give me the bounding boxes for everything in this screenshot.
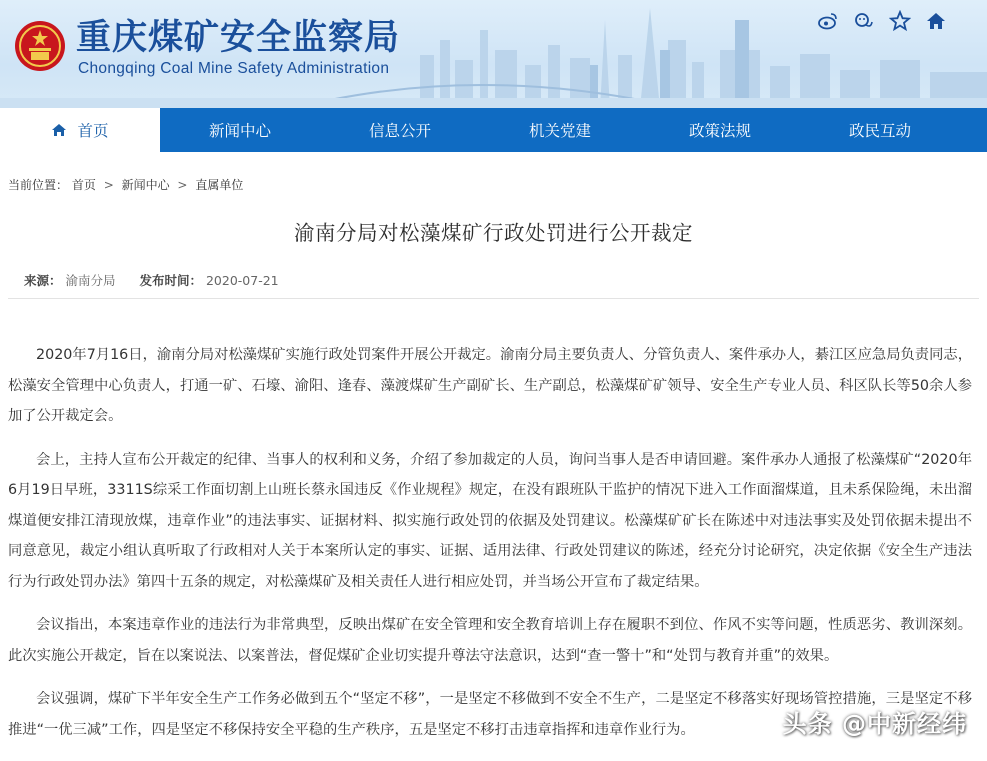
article-paragraph: 2020年7月16日，渝南分局对松藻煤矿实施行政处罚案件开展公开裁定。渝南分局主要负责人、分管负责人、案件承办人，綦江区应急局负责同志，松藻安全管理中心负责人，打通一矿、石壕、渝阳、逢春、藻渡煤矿生产副矿长、生产副总，松藻煤矿矿领导、安全生产专业人员、科区队长等50余人参加了公开裁定会。 [8, 347, 972, 424]
article-paragraph: 会议指出，本案违章作业的违法行为非常典型，反映出煤矿在安全管理和安全教育培训上存在履职不到位、作风不实等问题，性质恶劣、教训深刻。此次实施公开裁定，旨在以案说法、以案普法，督促煤矿企业切实提升尊法守法意识，达到“查一警十”和“处罚与教育并重”的效果。 [8, 617, 972, 664]
nav-item-info[interactable]: 信息公开 [368, 122, 431, 140]
nav-item-news[interactable]: 新闻中心 [208, 122, 271, 140]
breadcrumb-separator: > [177, 178, 188, 192]
site-title: 重庆煤矿安全监察局 [76, 18, 401, 58]
divider [8, 298, 979, 299]
date-label: 发布时间： [139, 273, 202, 288]
national-emblem-icon [14, 20, 66, 72]
star-icon[interactable] [889, 10, 911, 32]
watermark: 头条 @中新经纬 [782, 710, 967, 738]
wechat-icon[interactable] [853, 10, 875, 32]
source-value: 渝南分局 [65, 273, 116, 288]
breadcrumb-prefix: 当前位置： [8, 178, 69, 192]
article-paragraph: 会上，主持人宣布公开裁定的纪律、当事人的权利和义务，介绍了参加裁定的人员，询问当事人是否申请回避。案件承办人通报了松藻煤矿“2020年6月19日早班，3311S综采工作面切割上山班长蔡永国违反《作业规程》规定，在没有跟班队干监护的情况下进入工作面溜煤道，且未系保险绳，未出溜煤道便安排江清现放煤，违章作业”的违法事实、证据材料、拟实施行政处罚的依据及处罚建议。松藻煤矿矿长在陈述中对违法事实及处罚依据未提出不同意意见，裁定小组认真听取了行政相对人关于本案所认定的事实、证据、适用法律、行政处罚建议的陈述，经充分讨论研究，决定依据《安全生产违法行为行政处罚办法》第四十五条的规定，对松藻煤矿及相关责任人进行相应处罚，并当场公开宣布了裁定结果。 [8, 451, 972, 590]
top-icon-bar [817, 10, 947, 32]
article-title: 渝南分局对松藻煤矿行政处罚进行公开裁定 [294, 221, 693, 245]
breadcrumb-separator: > [103, 178, 114, 192]
nav-item-party[interactable]: 机关党建 [528, 122, 591, 140]
nav-item-interaction[interactable]: 政民互动 [848, 122, 911, 140]
article-meta [24, 271, 279, 289]
breadcrumb-news-link[interactable]: 新闻中心 [121, 178, 170, 192]
nav-item-home[interactable] [0, 108, 160, 152]
date-value: 2020-07-21 [205, 273, 279, 288]
breadcrumb-affiliates-link[interactable]: 直属单位 [195, 178, 244, 192]
site-header [0, 0, 987, 108]
article-paragraph: 会议强调，煤矿下半年安全生产工作务必做到五个“坚定不移”，一是坚定不移做到不安全不生产，二是坚定不移落实好现场管控措施，三是坚定不移推进“一优三减”工作，四是坚定不移保持安全平稳的生产秩序，五是坚定不移打击违章指挥和违章作业行为。 [8, 691, 972, 738]
site-subtitle: Chongqing Coal Mine Safety Administration [78, 60, 390, 77]
breadcrumb-home-link[interactable]: 首页 [71, 178, 96, 192]
weibo-icon[interactable] [817, 10, 839, 32]
nav-item-policy[interactable]: 政策法规 [688, 122, 751, 140]
breadcrumb [8, 176, 243, 193]
source-label: 来源： [24, 273, 62, 288]
home-icon[interactable] [925, 10, 947, 32]
nav-item-label: 首页 [77, 122, 109, 140]
home-icon [51, 122, 67, 138]
article-body [8, 340, 972, 758]
main-nav [0, 108, 987, 152]
